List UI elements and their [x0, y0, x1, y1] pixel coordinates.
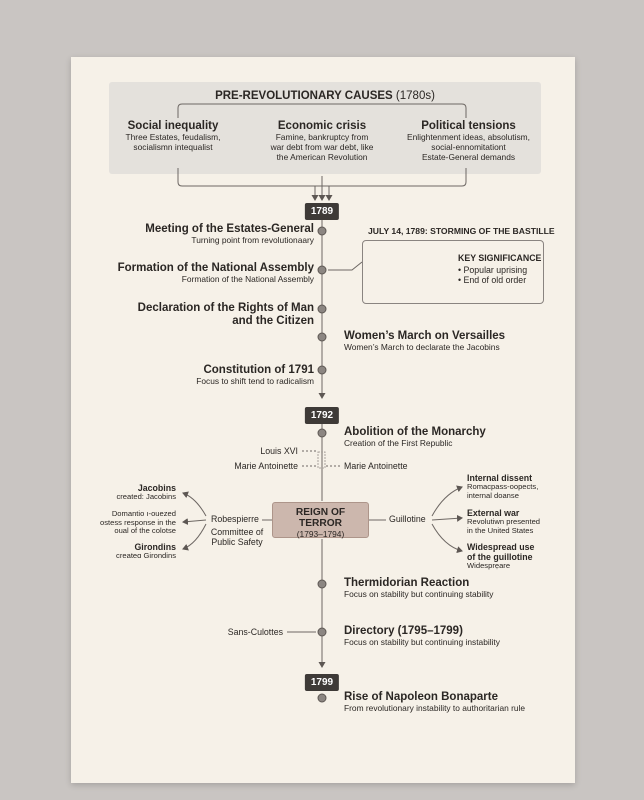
- event-title-line: and the Citizen: [232, 315, 314, 328]
- key-significance-title: KEY SIGNIFICANCE: [458, 253, 542, 263]
- event-womens-march: [344, 330, 505, 353]
- left-branch-bottom: [183, 524, 206, 549]
- event-desc: Women’s March to declarate the Jacobins: [344, 342, 500, 353]
- branch-desc: Revolutiwn presented: [467, 517, 541, 527]
- event-directory: [344, 625, 500, 648]
- event-title-line: Declaration of the Rights of Man: [137, 302, 314, 314]
- left-branch-girondins: [116, 542, 176, 561]
- robespierre-label: Robespierre: [211, 514, 259, 524]
- significance-bullet: • Popular uprising: [458, 265, 528, 276]
- left-branch-middle: [100, 510, 176, 536]
- node-constitution: [318, 366, 326, 374]
- assembly-to-bastille-link: [328, 262, 362, 270]
- event-national-assembly: [118, 262, 314, 285]
- branch-desc: Domantio ı-ouezed: [111, 509, 176, 518]
- causes-bracket-top: [178, 104, 466, 118]
- event-title: Abolition of the Monarchy: [344, 426, 486, 438]
- key-significance: [458, 253, 541, 285]
- guillotine-label: Guillotine: [389, 514, 426, 524]
- cause-economic: [245, 120, 399, 162]
- branch-title: External war: [467, 508, 520, 518]
- cause-title: Social inequality: [127, 120, 219, 132]
- cause-political: [396, 120, 541, 162]
- event-napoleon: [344, 691, 525, 714]
- bastille-heading: JULY 14, 1789: STORMING OF THE BASTILLE: [368, 226, 555, 236]
- cause-desc-line: social-ennomitationt: [431, 141, 506, 152]
- event-title: Rise of Napoleon Bonaparte: [344, 691, 498, 703]
- reign-of-terror-dates: (1793–1794): [296, 529, 345, 539]
- event-desc: Focus to shift tend to radicalism: [196, 376, 314, 387]
- year-1789: 1789: [305, 203, 339, 220]
- event-declaration: [138, 302, 314, 328]
- cause-social: [98, 120, 248, 153]
- branch-title: Girondins: [134, 542, 176, 552]
- right-branch-external-war: [467, 508, 540, 536]
- causes-heading: [109, 90, 541, 103]
- marie-antoinette-right-label: Marie Antoinette: [344, 461, 408, 471]
- node-abolition: [318, 429, 326, 437]
- louis-xvi-label: Louis XVI: [260, 446, 298, 456]
- branch-title: of the guillotine: [467, 552, 533, 563]
- causes-title-suffix: (1780s): [395, 90, 435, 102]
- branch-desc: ostess response in the: [100, 517, 176, 527]
- event-thermidorian: [344, 577, 493, 600]
- right-branch-mid: [432, 518, 462, 520]
- node-assembly: [318, 266, 326, 274]
- event-desc: Focus on stability but continuing instability: [344, 637, 500, 648]
- cause-title: Political tensions: [421, 120, 516, 132]
- node-napoleon: [318, 694, 326, 702]
- node-directory: [318, 628, 326, 636]
- cause-desc-line: Three Estates, feudalism,: [125, 132, 221, 143]
- event-title: Thermidorian Reaction: [344, 577, 470, 589]
- event-desc: Focus on stability but continuing stability: [344, 589, 494, 600]
- left-branch-top: [183, 493, 206, 516]
- committee-label: [204, 527, 270, 547]
- branch-desc: in the United States: [467, 525, 534, 535]
- event-title: Women’s March on Versailles: [344, 330, 506, 342]
- cause-title: Economic crisis: [277, 120, 367, 132]
- branch-desc: createɑ Girondins: [116, 551, 176, 561]
- branch-desc: oual of the colotse: [114, 526, 176, 536]
- right-branch-top: [432, 487, 462, 516]
- left-branch-mid: [183, 520, 206, 522]
- event-desc: From revolutionary instability to authoritarian rule: [344, 703, 526, 714]
- committee-line: Committee of: [210, 527, 264, 537]
- branch-title: Widespread use: [467, 542, 535, 552]
- right-branch-internal-dissent: [467, 473, 538, 501]
- node-estates: [318, 227, 326, 235]
- branch-desc: created: Jacobins: [116, 492, 176, 502]
- year-1792: 1792: [305, 407, 339, 424]
- cause-desc-line: Estate-General demands: [421, 151, 516, 162]
- branch-desc: internal doanse: [467, 490, 519, 500]
- event-desc: Turning point from revolutionaary: [191, 235, 314, 246]
- left-branch-jacobins: [116, 483, 176, 502]
- event-title: Constitution of 1791: [203, 364, 314, 376]
- committee-line: Public Safety: [211, 537, 263, 548]
- event-title: Directory (1795–1799): [344, 625, 463, 637]
- node-declaration: [318, 305, 326, 313]
- node-womens-march: [318, 333, 326, 341]
- event-desc: Formation of the National Assembly: [181, 274, 314, 285]
- node-thermidorian: [318, 580, 326, 588]
- cause-desc-line: Famine, bankruptcy from: [275, 132, 369, 143]
- causes-title: PRE-REVOLUTIONARY CAUSES: [215, 90, 393, 102]
- branch-title: Internal dissent: [467, 473, 533, 483]
- year-1799: 1799: [305, 674, 339, 691]
- cause-desc-line: war debt from war debt, like: [270, 141, 374, 152]
- event-title: Formation of the National Assembly: [117, 262, 314, 274]
- branch-title: Jacobins: [137, 483, 176, 493]
- event-constitution: [196, 364, 314, 387]
- reign-of-terror-title: REIGN OF TERROR: [295, 507, 346, 529]
- right-branch-bottom: [432, 524, 462, 551]
- event-estates-general: [145, 223, 314, 246]
- event-title: Meeting of the Estates-General: [145, 223, 314, 235]
- branch-desc: Widesprẹare: [467, 561, 511, 571]
- event-desc: Creation of the First Republic: [344, 438, 453, 449]
- branch-desc: Romacpass-oopects,: [467, 482, 539, 492]
- marie-antoinette-left-label: Marie Antoinette: [234, 461, 298, 471]
- significance-bullet: • End of old order: [458, 275, 527, 286]
- sans-culottes-label: Sans-Culottes: [227, 627, 283, 637]
- cause-desc-line: socialismn intequalist: [133, 141, 213, 152]
- cause-desc-line: the American Revolution: [276, 151, 368, 162]
- reign-of-terror-box: [272, 502, 369, 538]
- cause-desc-line: Enlightenment ideas, absolutism,: [407, 132, 530, 143]
- event-abolition: [344, 426, 486, 449]
- right-branch-guillotine-use: [467, 542, 534, 571]
